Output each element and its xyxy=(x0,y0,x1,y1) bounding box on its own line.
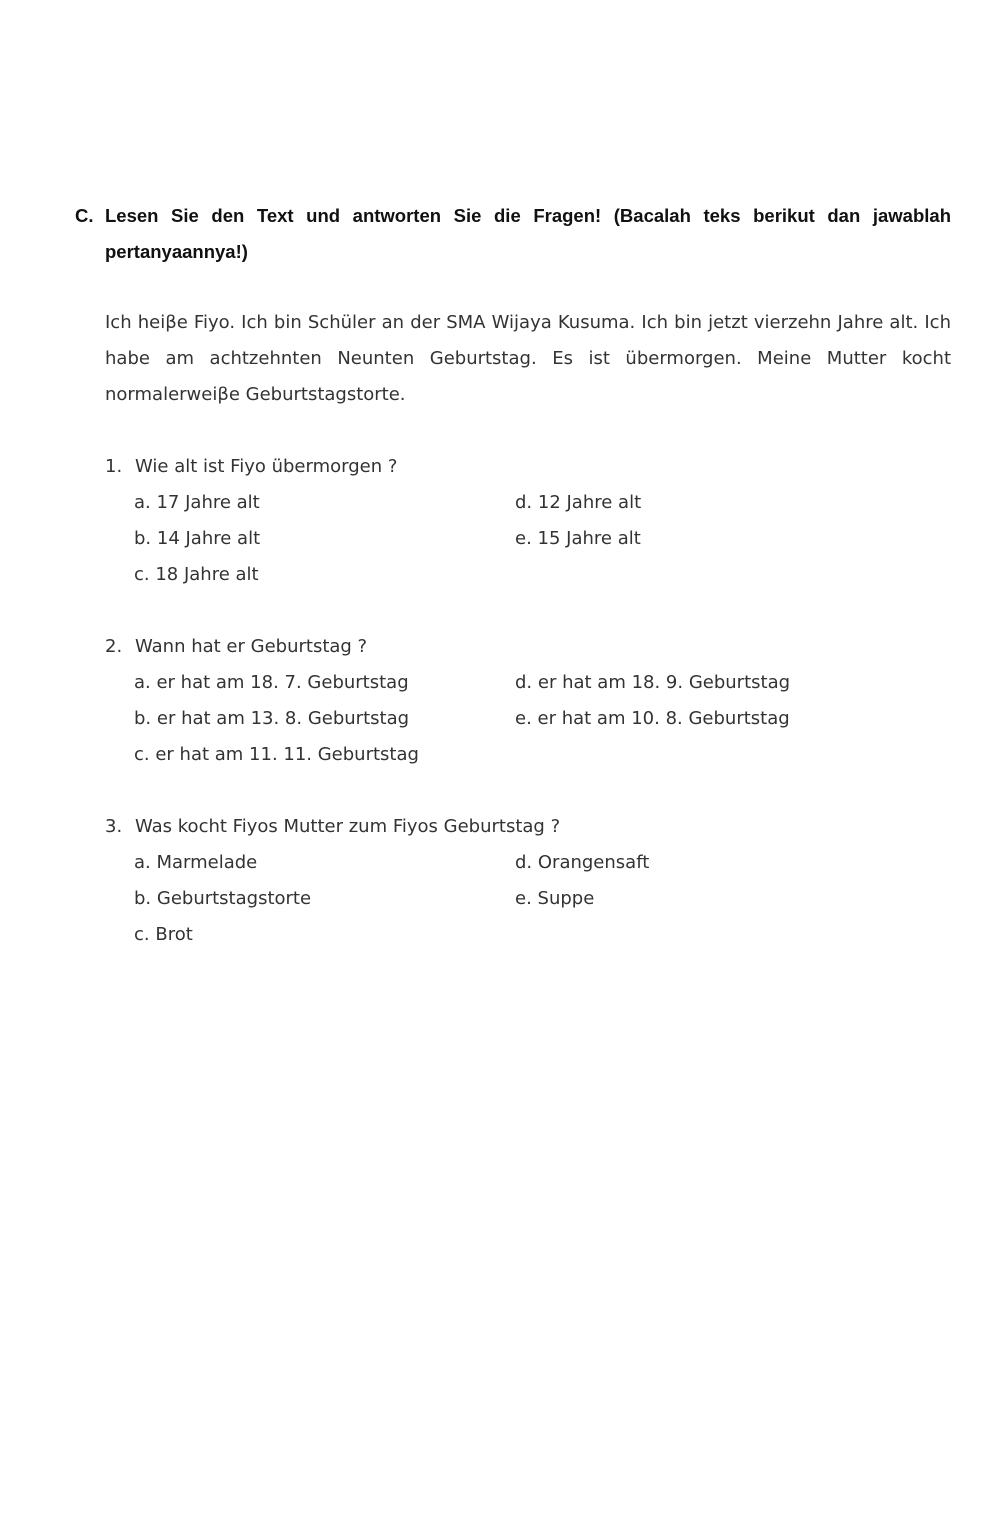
answer-options xyxy=(134,665,951,773)
question-text: Was kocht Fiyos Mutter zum Fiyos Geburtstag ? xyxy=(135,816,561,837)
option-a[interactable]: a. 17 Jahre alt xyxy=(134,492,260,513)
section-heading xyxy=(75,198,951,270)
question-1 xyxy=(105,449,951,593)
answer-options xyxy=(134,845,951,953)
option-c[interactable]: c. 18 Jahre alt xyxy=(134,564,259,585)
option-b[interactable]: b. er hat am 13. 8. Geburtstag xyxy=(134,708,410,729)
option-d[interactable]: d. Orangensaft xyxy=(515,852,650,873)
question-text: Wann hat er Geburtstag ? xyxy=(135,636,368,657)
question-number: 1. xyxy=(105,456,123,477)
question-number: 3. xyxy=(105,816,123,837)
option-c[interactable]: c. Brot xyxy=(134,924,193,945)
question-2 xyxy=(105,629,951,773)
option-c[interactable]: c. er hat am 11. 11. Geburtstag xyxy=(134,744,419,765)
section-instruction: Lesen Sie den Text und antworten Sie die Fragen! (Bacalah teks berikut dan jawablah pertanyaannya!) xyxy=(105,205,951,262)
option-d[interactable]: d. 12 Jahre alt xyxy=(515,492,642,513)
reading-passage: Ich heiβe Fiyo. Ich bin Schüler an der SMA Wijaya Kusuma. Ich bin jetzt vierzehn Jahre alt. Ich habe am achtzehnten Neunten Geburtstag. Es ist übermorgen. Meine Mutter kocht normalerweiβe Geburtstagstorte. xyxy=(105,312,951,405)
option-d[interactable]: d. er hat am 18. 9. Geburtstag xyxy=(515,672,791,693)
question-list xyxy=(105,449,951,989)
option-b[interactable]: b. Geburtstagstorte xyxy=(134,888,312,909)
option-e[interactable]: e. Suppe xyxy=(515,888,595,909)
option-a[interactable]: a. Marmelade xyxy=(134,852,258,873)
question-text: Wie alt ist Fiyo übermorgen ? xyxy=(135,456,398,477)
option-b[interactable]: b. 14 Jahre alt xyxy=(134,528,261,549)
answer-options xyxy=(134,485,951,593)
option-e[interactable]: e. er hat am 10. 8. Geburtstag xyxy=(515,708,790,729)
section-letter: C. xyxy=(75,205,94,226)
option-a[interactable]: a. er hat am 18. 7. Geburtstag xyxy=(134,672,409,693)
question-3 xyxy=(105,809,951,953)
question-number: 2. xyxy=(105,636,123,657)
option-e[interactable]: e. 15 Jahre alt xyxy=(515,528,641,549)
